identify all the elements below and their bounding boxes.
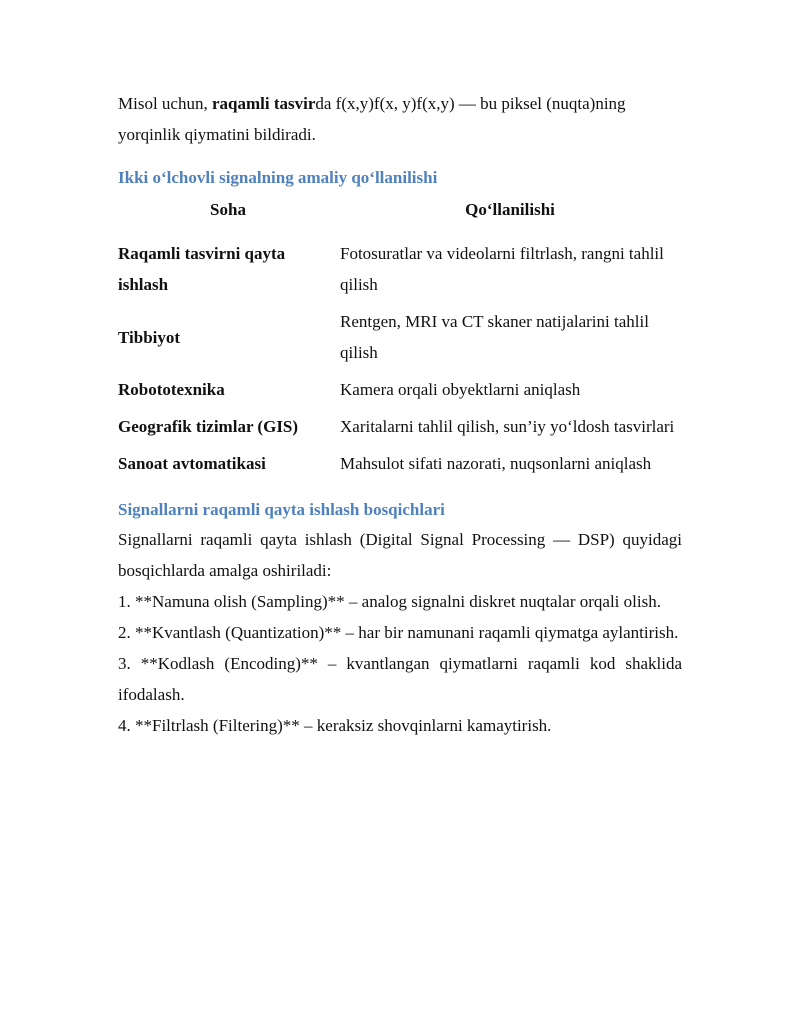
list-item: 1. **Namuna olish (Sampling)** – analog signalni diskret nuqtalar orqali olish.	[118, 592, 661, 611]
table-cell-use: Fotosuratlar va videolarni filtrlash, rangni tahlil qilish	[340, 244, 664, 294]
section-heading-applications: Ikki o‘lchovli signalning amaliy qo‘llanilishi	[118, 168, 438, 187]
table-row	[118, 408, 682, 445]
table-cell-field: Sanoat avtomatikasi	[118, 454, 266, 473]
section-heading-dsp-stages: Signallarni raqamli qayta ishlash bosqichlari	[118, 500, 445, 519]
dsp-steps-list	[118, 586, 682, 741]
intro-paragraph	[118, 88, 682, 150]
table-cell-field: Raqamli tasvirni qayta ishlash	[118, 244, 286, 294]
table-header-use: Qo‘llanilishi	[465, 200, 555, 219]
table-row	[118, 371, 682, 408]
table-cell-use: Kamera orqali obyektlarni aniqlash	[340, 380, 581, 399]
intro-suffix: da f(x,y)f(x, y)f(x,y) — bu piksel (nuqta)ning yorqinlik qiymatini bildiradi.	[118, 94, 626, 144]
intro-bold-term: raqamli tasvir	[211, 94, 316, 113]
table-header-field: Soha	[210, 200, 246, 219]
table-header-row	[118, 194, 682, 235]
table-cell-field: Robototexnika	[118, 380, 225, 399]
table-row	[118, 235, 682, 303]
list-item: 2. **Kvantlash (Quantization)** – har bir namunani raqamli qiymatga aylantirish.	[118, 623, 679, 642]
table-row	[118, 303, 682, 371]
applications-table	[118, 194, 682, 482]
list-item: 3. **Kodlash (Encoding)** – kvantlangan qiymatlarni raqamli kod shaklida ifodalash.	[118, 654, 682, 704]
dsp-intro-paragraph: Signallarni raqamli qayta ishlash (Digital Signal Processing — DSP) quyidagi bosqichlarda amalga oshiriladi:	[118, 530, 682, 580]
table-cell-field: Tibbiyot	[118, 327, 181, 347]
document-page	[118, 88, 682, 741]
table-cell-use: Rentgen, MRI va CT skaner natijalarini tahlil qilish	[340, 312, 649, 362]
table-cell-use: Mahsulot sifati nazorati, nuqsonlarni aniqlash	[340, 454, 652, 473]
table-row	[118, 445, 682, 482]
table-cell-use: Xaritalarni tahlil qilish, sun’iy yo‘ldosh tasvirlari	[340, 417, 675, 436]
list-item: 4. **Filtrlash (Filtering)** – keraksiz shovqinlarni kamaytirish.	[118, 716, 552, 735]
table-cell-field: Geografik tizimlar (GIS)	[118, 417, 299, 436]
intro-prefix: Misol uchun,	[118, 94, 212, 113]
